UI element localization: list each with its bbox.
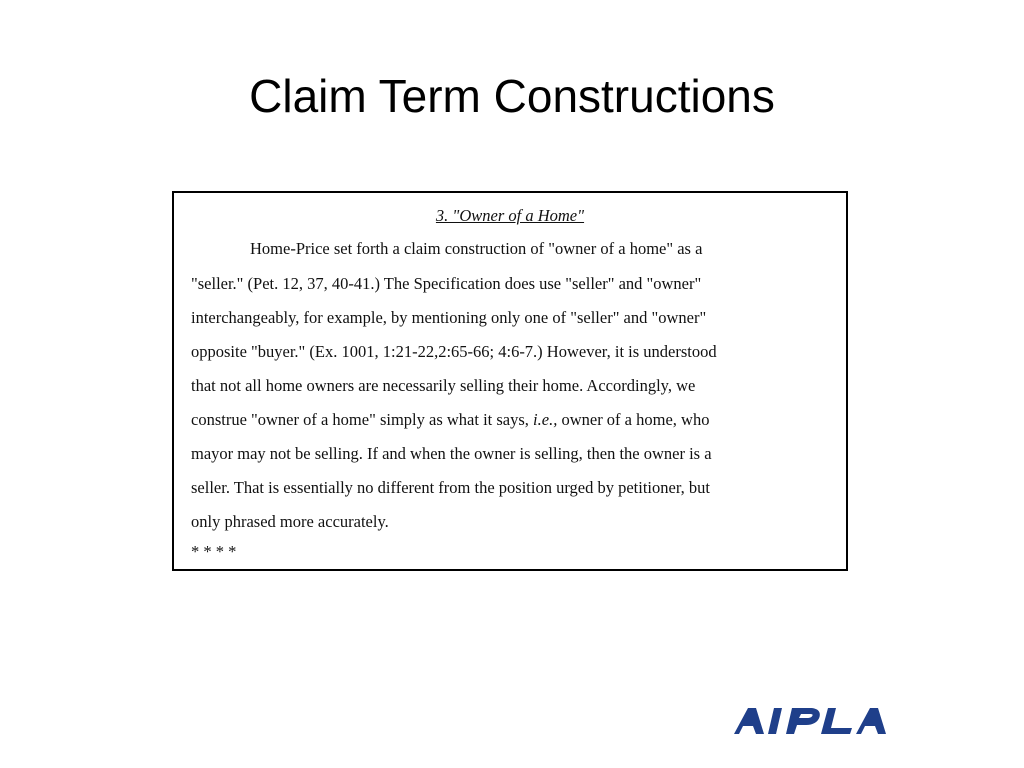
excerpt-line-8: seller. That is essentially no different from the position urged by petitioner, but (191, 478, 710, 497)
slide-title: Claim Term Constructions (249, 70, 775, 122)
excerpt-ellipsis: * * * * (191, 542, 237, 561)
aipla-logo-mark (734, 708, 886, 734)
excerpt-line-7: mayor may not be selling. If and when the owner is selling, then the owner is a (191, 444, 712, 463)
excerpt-line-6-start: construe "owner of a home" simply as what it says, (191, 410, 534, 429)
opinion-excerpt-box (172, 191, 848, 571)
excerpt-line-9: only phrased more accurately. (191, 512, 389, 531)
excerpt-line-6 (191, 409, 709, 431)
aipla-logo (730, 702, 896, 738)
excerpt-line-5: that not all home owners are necessarily selling their home. Accordingly, we (191, 376, 696, 395)
excerpt-line-6-end: owner of a home, who (557, 410, 710, 429)
excerpt-heading: 3. "Owner of a Home" (435, 206, 585, 225)
excerpt-line-4: opposite "buyer." (Ex. 1001, 1:21-22,2:65-66; 4:6-7.) However, it is understood (191, 342, 717, 361)
excerpt-line-2: "seller." (Pet. 12, 37, 40-41.) The Specification does use "seller" and "owner" (191, 274, 702, 293)
excerpt-line-1: Home-Price set forth a claim construction of "owner of a home" as a (250, 239, 703, 258)
excerpt-line-3: interchangeably, for example, by mentioning only one of "seller" and "owner" (191, 308, 707, 327)
excerpt-ie-italic: i.e., (533, 410, 558, 429)
